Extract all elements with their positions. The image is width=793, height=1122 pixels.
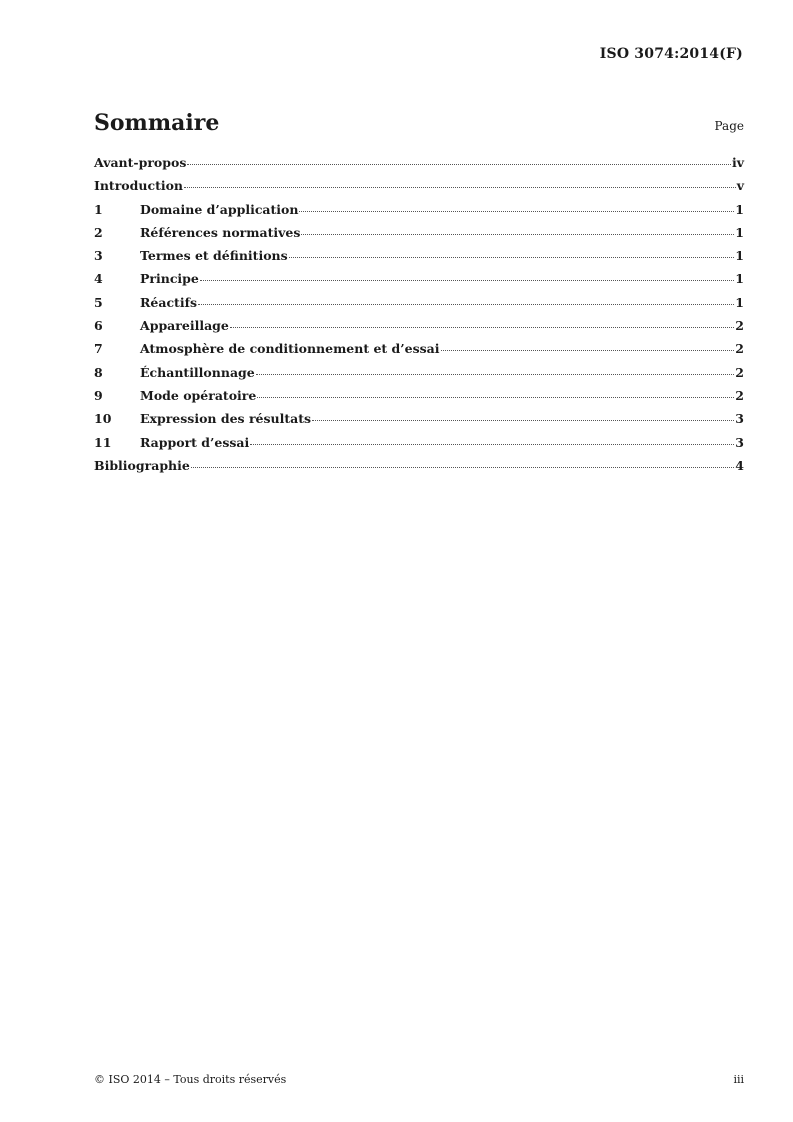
toc-entry-page: 3 — [735, 411, 744, 427]
toc-entry-label: Mode opératoire — [140, 387, 257, 403]
toc-leader-dots — [191, 466, 734, 468]
toc-entry[interactable] — [94, 248, 744, 271]
page-title: Sommaire — [94, 110, 220, 136]
toc-entry-number: 11 — [94, 434, 112, 450]
toc-leader-dots — [299, 210, 734, 212]
toc-entry-label: Principe — [140, 271, 199, 287]
toc-entry-page: 3 — [735, 434, 744, 450]
toc-entry[interactable] — [94, 411, 744, 434]
toc-entry-page: 4 — [735, 457, 744, 473]
toc-entry[interactable] — [94, 365, 744, 388]
toc-entry-page: 1 — [735, 271, 744, 287]
toc-entry-page: 2 — [735, 364, 744, 380]
toc-entry-page: iv — [731, 155, 744, 170]
toc-entry[interactable] — [94, 178, 744, 201]
toc-entry-label: Échantillonnage — [140, 364, 255, 380]
toc-entry-number: 9 — [94, 387, 103, 403]
toc-entry-label: Expression des résultats — [140, 411, 312, 427]
toc-entry[interactable] — [94, 295, 744, 318]
page-number: iii — [733, 1073, 744, 1086]
toc-leader-dots — [441, 349, 735, 351]
toc-entry[interactable] — [94, 225, 744, 248]
toc-entry-label: Réactifs — [140, 294, 197, 310]
toc-entry-label: Appareillage — [140, 318, 229, 334]
toc-leader-dots — [289, 256, 735, 258]
toc-entry-number: 2 — [94, 224, 103, 240]
toc-entry[interactable] — [94, 202, 744, 225]
toc-leader-dots — [312, 419, 734, 421]
toc-entry-page: 2 — [735, 318, 744, 334]
toc-entry-page: 2 — [735, 387, 744, 403]
contents-heading — [94, 110, 744, 140]
toc-entry-label: Bibliographie — [94, 457, 190, 473]
toc-entry-page: v — [736, 178, 744, 194]
toc-entry[interactable] — [94, 271, 744, 294]
toc-entry-page: 1 — [735, 224, 744, 240]
page-column-label: Page — [714, 119, 744, 133]
toc-leader-dots — [184, 186, 736, 188]
toc-leader-dots — [257, 396, 734, 398]
toc-entry-number: 8 — [94, 364, 103, 380]
toc-entry-number: 1 — [94, 201, 103, 217]
toc-entry-number: 4 — [94, 271, 103, 287]
toc-entry[interactable] — [94, 318, 744, 341]
toc-entry[interactable] — [94, 458, 744, 481]
document-id: ISO 3074:2014(F) — [599, 46, 743, 62]
toc-entry-page: 2 — [735, 341, 744, 357]
toc-leader-dots — [200, 279, 734, 281]
toc-leader-dots — [301, 233, 734, 235]
toc-entry[interactable] — [94, 155, 744, 178]
toc-leader-dots — [187, 163, 731, 165]
toc-leader-dots — [256, 373, 735, 375]
toc-entry-number: 7 — [94, 341, 103, 357]
toc-entry[interactable] — [94, 388, 744, 411]
toc-entry-label: Introduction — [94, 178, 184, 194]
toc-entry-label: Rapport d’essai — [140, 434, 250, 450]
toc-leader-dots — [250, 443, 734, 445]
copyright-notice: © ISO 2014 – Tous droits réservés — [94, 1073, 287, 1086]
toc-entry-page: 1 — [735, 294, 744, 310]
toc-leader-dots — [198, 303, 734, 305]
toc-entry-label: Références normatives — [140, 224, 301, 240]
toc-entry-label: Termes et définitions — [140, 248, 288, 264]
toc-entry-label: Avant-propos — [94, 155, 187, 170]
toc-entry-number: 5 — [94, 294, 103, 310]
toc-entry-page: 1 — [735, 201, 744, 217]
toc-entry[interactable] — [94, 435, 744, 458]
toc-entry-label: Domaine d’application — [140, 201, 299, 217]
toc-entry-number: 6 — [94, 318, 103, 334]
toc-entry-page: 1 — [735, 248, 744, 264]
toc-leader-dots — [230, 326, 734, 328]
toc-entry-number: 3 — [94, 248, 103, 264]
table-of-contents — [94, 155, 744, 481]
toc-entry-label: Atmosphère de conditionnement et d’essai — [140, 341, 440, 357]
toc-entry[interactable] — [94, 341, 744, 364]
toc-entry-number: 10 — [94, 411, 112, 427]
